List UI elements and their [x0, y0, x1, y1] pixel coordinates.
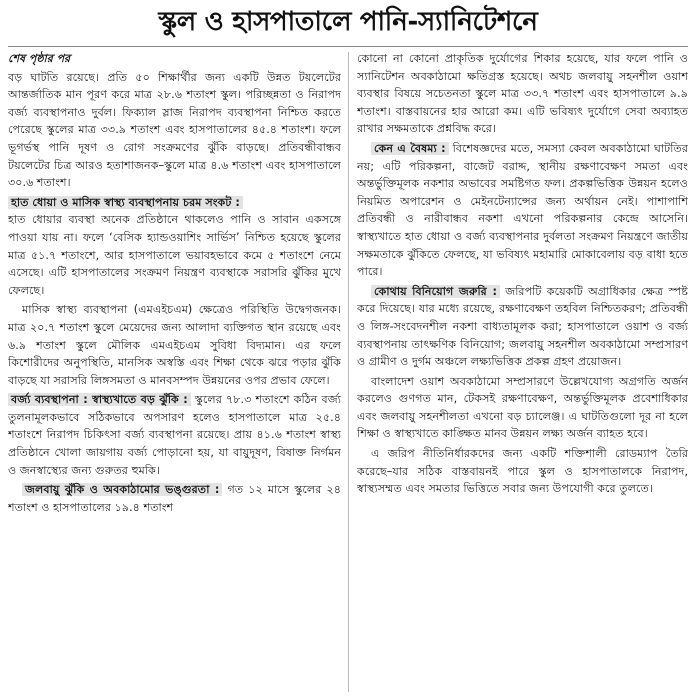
paragraph: বড় ঘাটতি রয়েছে। প্রতি ৫০ শিক্ষার্থীর জন্য একটি উন্নত টয়লেটের আন্তর্জাতিক মান পূরণ করে মাত্র ২৮.৬ শতাংশ স্কুল। পরিচ্ছন্নতা ও নিরাপদ বর্জ্য ব্যবস্থাপনাও দুর্বল। ফিক্যাল স্লাজ নিরাপদ ব্যবস্থাপনা নিশ্চিত করতে পেরেছে স্কুলের মাত্র ৩৩.৯ শতাংশ এবং হাসপাতালের ৪৫.৪ শতাংশ। ফলে ভূগর্ভস্থ পানি দূষণ ও রোগ সংক্রমণের ঝুঁকি বাড়ছে। প্রতিবন্ধীবান্ধব টয়লেটের চিত্র আরও হতাশাজনক–স্কুলে মাত্র ৪.৬ শতাংশ এবং হাসপাতালে ৩০.৬ শতাংশ। — [8, 70, 341, 190]
subheading: হাত ধোয়া ও মাসিক স্বাস্থ্য ব্যবস্থাপনায় চরম সংকট : — [8, 196, 243, 209]
paragraph-text: হাত ধোয়ার ব্যবস্থা অনেক প্রতিষ্ঠানে থাকলেও পানি ও সাবান একসঙ্গে পাওয়া যায় না। ফলে ‘বেসিক হ্যান্ডওয়াশিং সার্ভিস’ নিশ্চিত হয়েছে স্কুলের মাত্র ৫১.৭ শতাংশে, আর হাসপাতালে ভয়াবহভাবে কমে ৫ শতাংশে নেমে এসেছে। এটি হাসপাতালের সংক্রমণ নিয়ন্ত্রণ ব্যবস্থাকে সরাসরি ঝুঁকির মুখে ফেলছে। — [8, 213, 341, 297]
paragraph-text: জরিপটি কয়েকটি অগ্রাধিকার ক্ষেত্র স্পষ্ট করে দিয়েছে। যার মধ্যে রয়েছে, রক্ষণাবেক্ষণ তহবিল নিশ্চিতকরণ; প্রতিবন্ধী ও লিঙ্গ-সংবেদনশীল নকশা বাধ্যতামূলক করা; হাসপাতালে ওয়াশ ও বর্জ্য ব্যবস্থাপনায় তাৎক্ষণিক বিনিয়োগ; জলবায়ু সহনশীল অবকাঠামো সম্প্রসারণ ও গ্রামীণ ও দুর্গম অঞ্চলে লক্ষ্যভিত্তিক প্রকল্প গ্রহণ প্রয়োজন। — [357, 284, 688, 369]
paragraph: এ জরিপ নীতিনির্ধারকদের জন্য একটি শক্তিশালী রোডম্যাপ তৈরি করেছে–যার সঠিক বাস্তবায়নই পারে স্কুল ও হাসপাতালকে নিরাপদ, স্বাস্থ্যসম্মত এবং সমতার ভিত্তিতে সবার জন্য উপযোগী করে তুলতে। — [357, 447, 688, 496]
paragraph: কোনো না কোনো প্রাকৃতিক দুর্যোগের শিকার হয়েছে, যার ফলে পানি ও স্যানিটেশন অবকাঠামো ক্ষতিগ্রস্ত হয়েছে। অথচ জলবায়ু সহনশীল ওয়াশ ব্যবস্থার বিষয়ে সচেতনতা স্কুলে মাত্র ৩৩.৭ শতাংশ এবং হাসপাতালে ৯.৯ শতাংশ। বাস্তবায়নের হার আরো কম। এটি ভবিষ্যৎ দুর্যোগে সেবা অব্যাহত রাখার সক্ষমতাকে প্রশ্নবিদ্ধ করে। — [357, 52, 688, 136]
paragraph-with-subhead — [357, 283, 688, 371]
continuation-kicker: শেষ পৃষ্ঠার পর — [8, 52, 71, 65]
column-separator — [348, 52, 349, 692]
headline: স্কুল ও হাসপাতালে পানি-স্যানিটেশনে — [158, 7, 538, 37]
subheading: বর্জ্য ব্যবস্থাপনা : স্বাস্থ্যখাতে বড় ঝুঁকি : — [8, 393, 191, 406]
paragraph-with-subhead — [8, 194, 341, 300]
headline-rule — [8, 46, 688, 47]
paragraph: মাসিক স্বাস্থ্য ব্যবস্থাপনা (এমএইচএম) ক্ষেত্রেও পরিস্থিতি উদ্বেগজনক। মাত্র ২০.৭ শতাংশ স্কুলে মেয়েদের জন্য আলাদা ব্যক্তিগত স্থান রয়েছে এবং ৬.৯ শতাংশ স্কুলে মৌলিক এমএইচএম সুবিধা বিদ্যমান। এর ফলে কিশোরীদের অনুপস্থিতি, মানসিক অস্বস্তি এবং শিক্ষা থেকে ঝরে পড়ার ঝুঁকি বাড়ছে যা সরাসরি লিঙ্গসমতা ও মানবসম্পদ উন্নয়নের ওপর প্রভাব ফেলে। — [8, 303, 341, 387]
paragraph-text: স্কুলের ৭৮.৩ শতাংশে কঠিন বর্জ্য তুলনামূলকভাবে সঠিকভাবে অপসারণ হলেও হাসপাতালে মাত্র ২৫.৪ শতাংশে নিরাপদ চিকিৎসা বর্জ্য ব্যবস্থাপনা রয়েছে। প্রায় ৪১.৬ শতাংশ স্বাস্থ্য প্রতিষ্ঠানে খোলা জায়গায় বর্জ্য পোড়ানো হয়, যা বায়ুদূষণ, বিষাক্ত নির্গমন ও জনস্বাস্থ্যের জন্য গুরুতর হুমকি। — [8, 393, 341, 477]
paragraph-with-subhead — [357, 140, 688, 281]
paragraph: বাংলাদেশ ওয়াশ অবকাঠামো সম্প্রসারণে উল্লেখযোগ্য অগ্রগতি অর্জন করলেও গুণগত মান, টেকসই রক্ষণাবেক্ষণ, অন্তর্ভুক্তিমূলক প্রবেশাধিকার এবং জলবায়ু সহনশীলতা এখনো বড় চ্যালেঞ্জ। এ ঘাটতিগুলো দূর না হলে শিক্ষা ও স্বাস্থ্যখাতে কাঙ্ক্ষিত মানব উন্নয়ন লক্ষ্য অর্জন ব্যাহত হবে। — [357, 374, 688, 441]
paragraph-with-subhead — [8, 391, 341, 479]
subheading: কেন এ বৈষম্য : — [371, 142, 449, 155]
article-column-right — [357, 50, 688, 694]
subheading: জলবায়ু ঝুঁকি ও অবকাঠামোর ভঙ্গুরতা : — [22, 483, 222, 496]
subheading: কোথায় বিনিয়োগ জরুরি : — [371, 285, 500, 298]
article-column-left — [8, 50, 341, 694]
paragraph-text: বিশেষজ্ঞদের মতে, সমস্যা কেবল অবকাঠামো ঘাটতির নয়; এটি পরিকল্পনা, বাজেট বরাদ্দ, স্থানীয় রক্ষণাবেক্ষণ সমতা এবং অন্তর্ভুক্তিমূলক নকশার অভাবের সমষ্টিগত ফল। প্রকল্পভিত্তিক উন্নয়ন হলেও নিয়মিত অপারেশন ও মেইনটেন্যান্সের জন্য অর্থায়ন নেই। পাশাপাশি প্রতিবন্ধী ও নারীবান্ধব নকশা এখনো পরিকল্পনার কেন্দ্রে আসেনি। স্বাস্থ্যখাতে হাত ধোয়া ও বর্জ্য ব্যবস্থাপনার দুর্বলতা সংক্রমণ নিয়ন্ত্রণে জাতীয় সক্ষমতাকে ঝুঁকিতে ফেলছে, যা ভবিষ্যৎ মহামারি মোকাবেলায় বড় বাধা হতে পারে। — [357, 141, 688, 279]
paragraph-text: গত ১২ মাসে স্কুলের ২৪ শতাংশ ও হাসপাতালের ১৯.৪ শতাংশ — [8, 483, 341, 514]
paragraph-with-subhead — [8, 481, 341, 516]
